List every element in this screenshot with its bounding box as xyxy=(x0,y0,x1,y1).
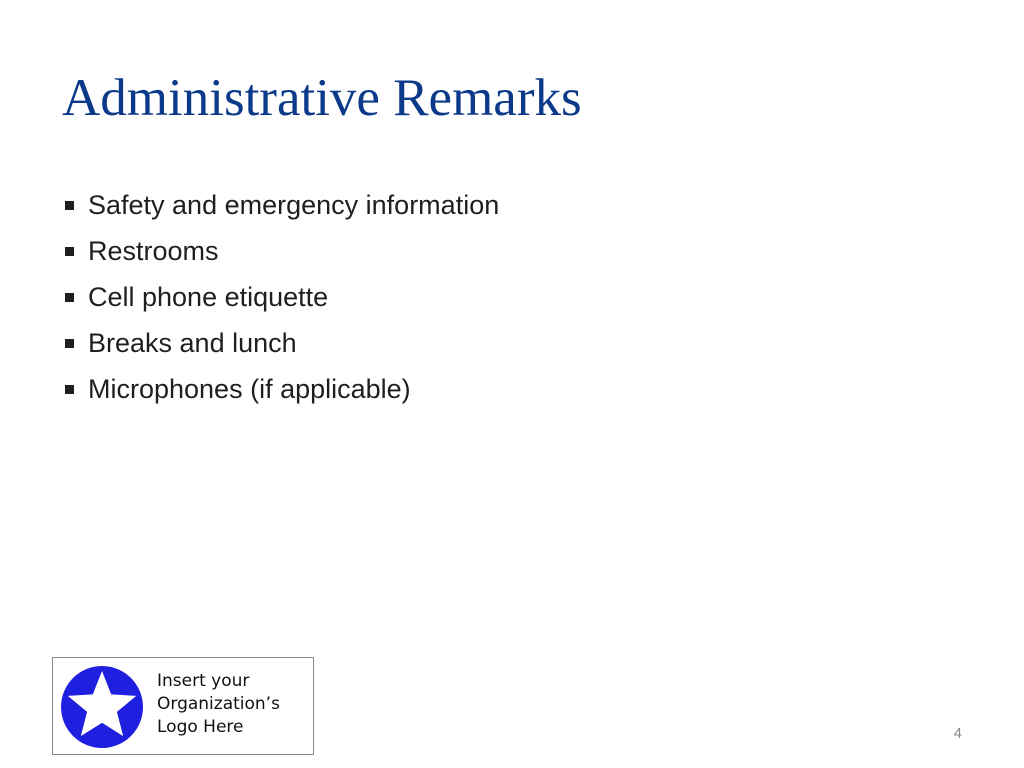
bullet-text: Restrooms xyxy=(88,235,219,266)
logo-placeholder-text xyxy=(157,670,280,739)
square-bullet-icon xyxy=(65,201,74,210)
bullet-item xyxy=(62,320,499,366)
bullet-list xyxy=(62,182,499,412)
square-bullet-icon xyxy=(65,385,74,394)
bullet-text: Cell phone etiquette xyxy=(88,281,329,312)
bullet-text: Safety and emergency information xyxy=(88,189,500,220)
star-in-circle-icon xyxy=(60,665,144,749)
logo-text-line: Organization’s xyxy=(157,694,280,714)
page-number: 4 xyxy=(953,725,962,742)
slide-title: Administrative Remarks xyxy=(62,69,582,127)
bullet-text: Microphones (if applicable) xyxy=(88,373,411,404)
bullet-item xyxy=(62,366,499,412)
bullet-item xyxy=(62,228,499,274)
logo-text-line: Logo Here xyxy=(157,717,244,737)
square-bullet-icon xyxy=(65,293,74,302)
square-bullet-icon xyxy=(65,339,74,348)
logo-placeholder xyxy=(52,657,314,755)
bullet-text: Breaks and lunch xyxy=(88,327,297,358)
logo-text-line: Insert your xyxy=(157,671,250,691)
square-bullet-icon xyxy=(65,247,74,256)
bullet-item xyxy=(62,274,499,320)
bullet-item xyxy=(62,182,499,228)
